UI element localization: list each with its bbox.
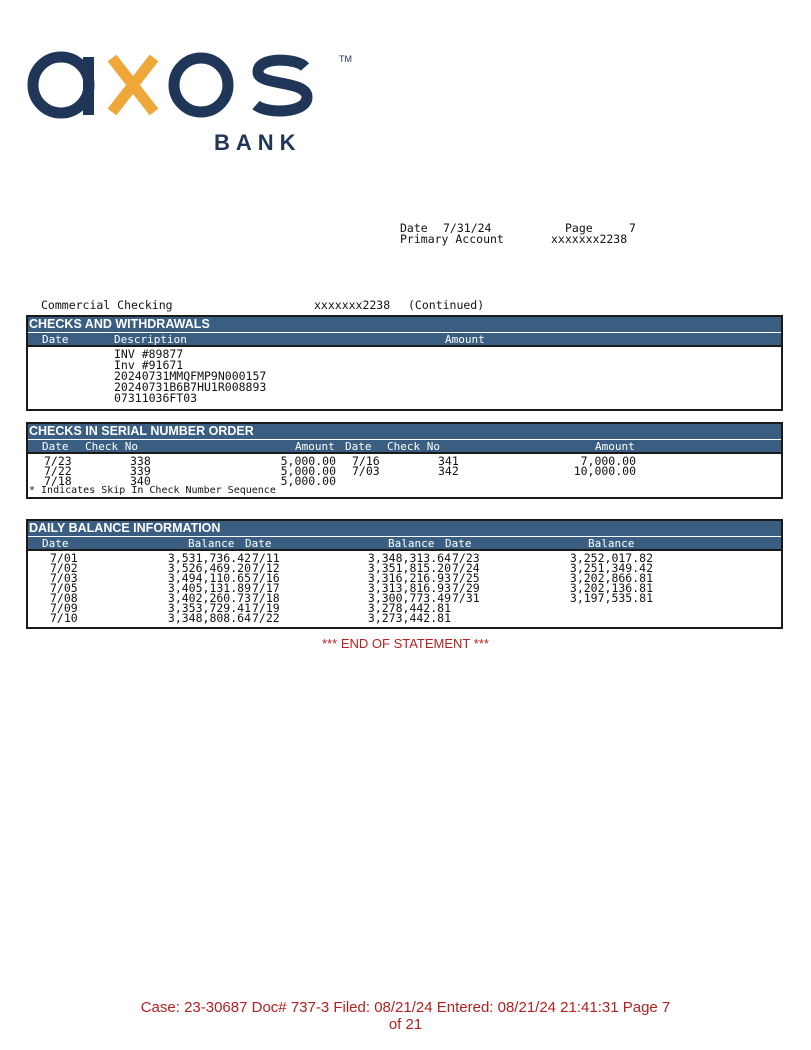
court-filing-footer-page: of 21 [388,1016,423,1033]
col-balance: Balance [188,537,235,550]
withdrawal-description: Inv #91671 [114,358,184,372]
col-description: Description [114,333,187,346]
check-amount: 10,000.00 [573,464,636,478]
balance-amount: 3,278,442.81 [367,601,451,615]
balance-date: 7/25 [452,571,480,585]
balance-date: 7/03 [50,571,78,585]
court-filing-footer: Case: 23-30687 Doc# 737-3 Filed: 08/21/24 Entered: 08/21/24 21:41:31 Page 7 [140,999,671,1016]
balance-date: 7/31 [452,591,480,605]
col-amount: Amount [445,333,485,346]
check-amount: 5,000.00 [280,454,336,468]
check-date: 7/16 [352,454,380,468]
col-balance: Balance [588,537,635,550]
balance-amount: 3,202,136.81 [569,581,653,595]
statement-date: 7/31/24 [443,221,492,235]
checks-withdrawals-section [26,315,783,411]
balance-amount: 3,494,110.65 [167,571,251,585]
trademark-mark: TM [339,54,352,64]
balance-date: 7/24 [452,561,480,575]
col-check-no: Check No [85,440,138,453]
check-number: 340 [130,474,151,488]
balance-amount: 3,313,816.93 [367,581,451,595]
withdrawal-description: INV #89877 [114,347,184,361]
check-number: 339 [130,464,151,478]
page-number: 7 [629,221,636,235]
check-date: 7/23 [44,454,72,468]
balance-date: 7/29 [452,581,480,595]
primary-account-number: xxxxxxx2238 [551,232,628,246]
col-balance: Balance [388,537,435,550]
withdrawal-description: 20240731B6B7HU1R008893 [114,380,267,394]
column-header-row [28,333,781,347]
check-amount: 5,000.00 [280,464,336,478]
col-date: Date [42,333,69,346]
col-check-no: Check No [387,440,440,453]
balance-amount: 3,351,815.20 [367,561,451,575]
check-amount: 5,000.00 [280,474,336,488]
balance-date: 7/02 [50,561,78,575]
check-amount: 7,000.00 [580,454,636,468]
balance-amount: 3,252,017.82 [569,551,653,565]
check-number: 341 [438,454,459,468]
balance-amount: 3,526,469.20 [167,561,251,575]
balance-date: 7/19 [252,601,280,615]
balance-date: 7/16 [252,571,280,585]
balance-date: 7/17 [252,581,280,595]
balance-amount: 3,353,729.41 [167,601,251,615]
column-header-row [28,440,781,454]
skip-sequence-note: * Indicates Skip In Check Number Sequence [29,485,276,496]
account-continued: (Continued) [408,298,485,312]
check-date: 7/03 [352,464,380,478]
checks-serial-section [26,422,783,499]
check-date: 7/18 [44,474,72,488]
withdrawal-description: 07311036FT03 [114,391,198,405]
check-date: 7/22 [44,464,72,478]
daily-balance-section [26,519,783,629]
axos-logo-wordmark [26,50,326,120]
col-date: Date [42,440,69,453]
balance-date: 7/10 [50,611,78,625]
balance-date: 7/05 [50,581,78,595]
balance-date: 7/09 [50,601,78,615]
balance-amount: 3,273,442.81 [367,611,451,625]
balance-amount: 3,300,773.49 [367,591,451,605]
check-number: 338 [130,454,151,468]
balance-date: 7/12 [252,561,280,575]
balance-amount: 3,402,260.73 [167,591,251,605]
balance-date: 7/23 [452,551,480,565]
balance-amount: 3,316,216.93 [367,571,451,585]
section-title: CHECKS AND WITHDRAWALS [28,317,781,333]
page-label: Page [565,221,593,235]
balance-date: 7/11 [252,551,280,565]
end-of-statement: *** END OF STATEMENT *** [322,636,489,651]
balance-amount: 3,251,349.42 [569,561,653,575]
section-title: DAILY BALANCE INFORMATION [28,521,781,537]
col-date: Date [245,537,272,550]
balance-amount: 3,405,131.89 [167,581,251,595]
balance-amount: 3,202,866.81 [569,571,653,585]
section-title: CHECKS IN SERIAL NUMBER ORDER [28,424,781,440]
account-type: Commercial Checking [41,298,173,312]
check-number: 342 [438,464,459,478]
col-date: Date [345,440,372,453]
column-header-row [28,537,781,551]
logo-bank-text: BANK [214,130,302,155]
primary-account-label: Primary Account [400,232,504,246]
balance-amount: 3,348,313.64 [367,551,451,565]
balance-date: 7/01 [50,551,78,565]
balance-amount: 3,197,535.81 [569,591,653,605]
balance-date: 7/18 [252,591,280,605]
account-number: xxxxxxx2238 [314,298,391,312]
statement-date-label: Date [400,221,428,235]
balance-date: 7/22 [252,611,280,625]
col-amount: Amount [595,440,635,453]
balance-amount: 3,348,808.64 [167,611,251,625]
balance-amount: 3,531,736.42 [167,551,251,565]
col-date: Date [445,537,472,550]
withdrawal-description: 20240731MMQFMP9N000157 [114,369,267,383]
col-date: Date [42,537,69,550]
col-amount: Amount [295,440,335,453]
balance-date: 7/08 [50,591,78,605]
